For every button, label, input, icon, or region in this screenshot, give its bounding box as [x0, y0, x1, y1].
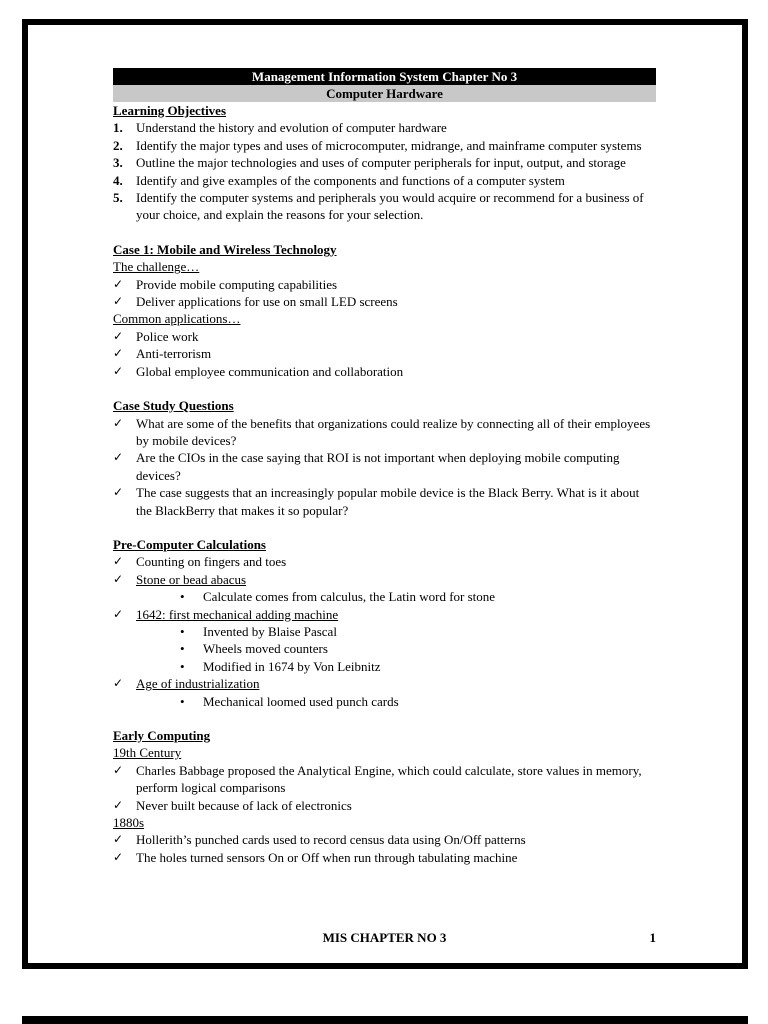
challenge-list	[113, 276, 656, 311]
abacus-sublist	[113, 588, 656, 605]
list-item	[113, 293, 656, 310]
bullet-icon: •	[180, 693, 185, 709]
case1-heading: Case 1: Mobile and Wireless Technology	[113, 241, 337, 257]
footer-title: MIS CHAPTER NO 3	[322, 930, 447, 945]
pre-computer-heading: Pre-Computer Calculations	[113, 536, 266, 552]
list-item-text: Stone or bead abacus	[136, 571, 247, 587]
list-item-text: Deliver applications for use on small LED screens	[136, 294, 398, 310]
list-item-text: Hollerith’s punched cards used to record census data using On/Off patterns	[136, 832, 526, 848]
checkmark-icon: ✓	[113, 415, 124, 430]
list-item-text: The case suggests that an increasingly popular mobile device is the Black Berry. What is it about the BlackBerry that makes it so popular?	[136, 485, 640, 518]
document-subtitle: Computer Hardware	[113, 85, 656, 102]
list-item	[113, 328, 656, 345]
checkmark-icon: ✓	[113, 554, 124, 569]
sub-list-item	[180, 693, 656, 710]
period-1880s-list	[113, 831, 656, 866]
adding-machine-sublist	[113, 623, 656, 675]
applications-list	[113, 328, 656, 380]
list-number: 3.	[113, 155, 123, 171]
pre-computer-list-cont2	[113, 675, 656, 692]
page-number: 1	[649, 930, 656, 945]
checkmark-icon: ✓	[113, 346, 124, 361]
bullet-icon: •	[180, 589, 185, 605]
period-19th-century-list	[113, 762, 656, 814]
list-item-text: Age of industrialization	[136, 676, 260, 692]
section-spacer	[113, 380, 656, 397]
sub-list-item-text: Modified in 1674 by Von Leibnitz	[203, 658, 381, 674]
list-item-text: Identify and give examples of the components and functions of a computer system	[136, 172, 565, 188]
document-body	[113, 68, 656, 866]
list-item	[113, 571, 656, 588]
list-item	[113, 606, 656, 623]
list-item-text: 1642: first mechanical adding machine	[136, 606, 339, 622]
list-item	[113, 553, 656, 570]
checkmark-icon: ✓	[113, 571, 124, 586]
list-item	[113, 797, 656, 814]
sub-list-item-text: Wheels moved counters	[203, 641, 328, 657]
list-item-text: Understand the history and evolution of computer hardware	[136, 120, 447, 136]
list-item	[113, 363, 656, 380]
checkmark-icon: ✓	[113, 762, 124, 777]
sub-list-item-text: Invented by Blaise Pascal	[203, 623, 337, 639]
checkmark-icon: ✓	[113, 485, 124, 500]
checkmark-icon: ✓	[113, 797, 124, 812]
challenge-label: The challenge…	[113, 259, 200, 275]
case-study-list	[113, 415, 656, 519]
learning-objectives-heading: Learning Objectives	[113, 103, 227, 118]
list-item	[113, 189, 656, 224]
learning-objectives-list	[113, 119, 656, 223]
bullet-icon: •	[180, 623, 185, 639]
pre-computer-list-cont	[113, 606, 656, 623]
list-item-text: Outline the major technologies and uses of computer peripherals for input, output, and storage	[136, 155, 626, 171]
list-item-text: Never built because of lack of electronics	[136, 797, 352, 813]
period-19th-century-label: 19th Century	[113, 745, 182, 761]
section-spacer	[113, 710, 656, 727]
checkmark-icon: ✓	[113, 276, 124, 291]
list-item-text: The holes turned sensors On or Off when run through tabulating machine	[136, 849, 518, 865]
list-item	[113, 415, 656, 450]
section-spacer	[113, 224, 656, 241]
checkmark-icon: ✓	[113, 450, 124, 465]
list-item	[113, 154, 656, 171]
list-item-text: Counting on fingers and toes	[136, 554, 287, 570]
next-page-edge	[22, 1016, 748, 1024]
list-number: 5.	[113, 190, 123, 206]
list-item	[113, 172, 656, 189]
sub-list-item	[180, 640, 656, 657]
checkmark-icon: ✓	[113, 849, 124, 864]
list-item-text: Identify the computer systems and peripherals you would acquire or recommend for a business of your choice, and explain the reasons for your selection.	[136, 190, 644, 223]
checkmark-icon: ✓	[113, 676, 124, 691]
list-item-text: Global employee communication and collaboration	[136, 363, 404, 379]
list-number: 1.	[113, 120, 123, 136]
checkmark-icon: ✓	[113, 606, 124, 621]
list-item	[113, 345, 656, 362]
sub-list-item-text: Mechanical loomed used punch cards	[203, 693, 399, 709]
sub-list-item	[180, 658, 656, 675]
page-footer	[113, 930, 656, 950]
list-item-text: Charles Babbage proposed the Analytical Engine, which could calculate, store values in memory, perform logical comparisons	[136, 762, 642, 796]
sub-list-item	[180, 588, 656, 605]
list-number: 2.	[113, 137, 123, 153]
bullet-icon: •	[180, 641, 185, 657]
document-title: Management Information System Chapter No 3	[113, 68, 656, 85]
list-item-text: Are the CIOs in the case saying that ROI is not important when deploying mobile computing devices?	[136, 450, 620, 483]
period-1880s-label: 1880s	[113, 815, 145, 831]
case-study-heading: Case Study Questions	[113, 398, 234, 414]
list-item	[113, 276, 656, 293]
industrialization-sublist	[113, 693, 656, 710]
checkmark-icon: ✓	[113, 328, 124, 343]
bullet-icon: •	[180, 658, 185, 674]
list-item	[113, 849, 656, 866]
list-item-text: Provide mobile computing capabilities	[136, 276, 338, 292]
list-item	[113, 449, 656, 484]
early-computing-heading: Early Computing	[113, 728, 211, 743]
list-item	[113, 762, 656, 797]
list-item	[113, 675, 656, 692]
checkmark-icon: ✓	[113, 832, 124, 847]
checkmark-icon: ✓	[113, 294, 124, 309]
list-number: 4.	[113, 172, 123, 188]
list-item-text: Police work	[136, 328, 199, 344]
section-spacer	[113, 519, 656, 536]
list-item	[113, 119, 656, 136]
list-item-text: Identify the major types and uses of microcomputer, midrange, and mainframe computer systems	[136, 137, 642, 153]
list-item	[113, 137, 656, 154]
list-item-text: Anti-terrorism	[136, 346, 212, 362]
list-item	[113, 831, 656, 848]
pre-computer-list	[113, 553, 656, 588]
list-item	[113, 484, 656, 519]
list-item-text: What are some of the benefits that organizations could realize by connecting all of their employees by mobile devices?	[136, 415, 651, 448]
checkmark-icon: ✓	[113, 363, 124, 378]
sub-list-item-text: Calculate comes from calculus, the Latin word for stone	[203, 589, 496, 605]
sub-list-item	[180, 623, 656, 640]
applications-label: Common applications…	[113, 311, 241, 327]
